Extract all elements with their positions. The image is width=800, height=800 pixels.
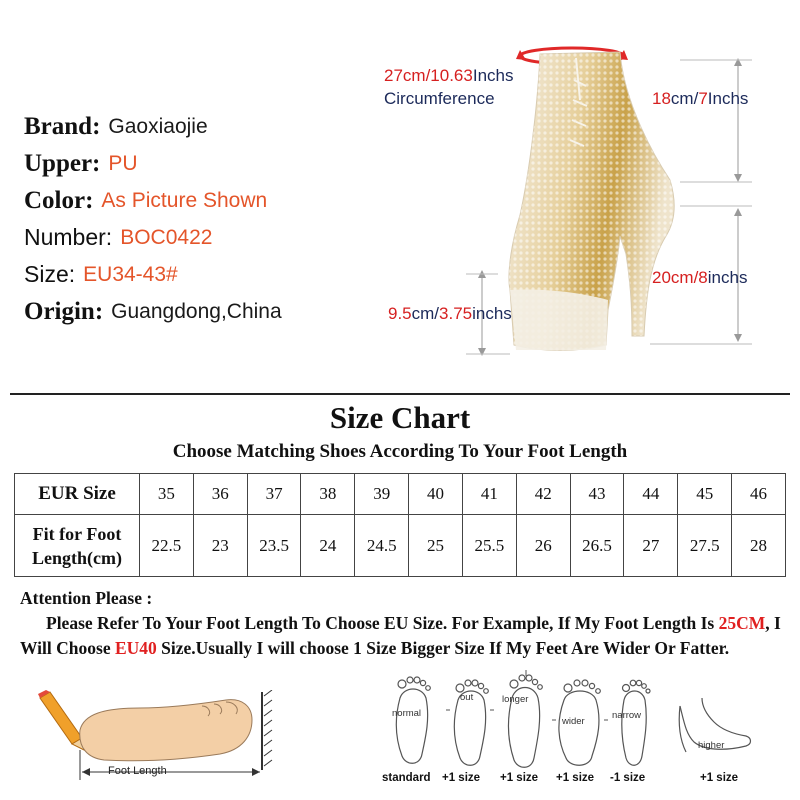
foot-type-size: +1 size xyxy=(700,772,739,784)
eur-size-cell: 43 xyxy=(570,474,624,515)
wall-icon xyxy=(262,690,272,770)
circumference-unit: Inchs xyxy=(472,66,514,85)
table-row xyxy=(15,474,786,515)
eur-size-cell: 39 xyxy=(355,474,409,515)
shaft-in-unit: Inchs xyxy=(707,89,749,108)
heel-in-unit: inchs xyxy=(707,268,748,287)
foot-length-cell: 22.5 xyxy=(140,515,194,577)
circumference-label: Circumference xyxy=(384,89,495,108)
product-specs xyxy=(24,108,369,330)
foot-length-cell: 27 xyxy=(624,515,678,577)
foot-type-size: +1 size xyxy=(556,772,595,784)
spec-value: As Picture Shown xyxy=(101,188,268,212)
spec-label: Upper: xyxy=(24,149,101,177)
spec-label: Brand: xyxy=(24,112,101,140)
spec-value: EU34-43# xyxy=(83,262,178,286)
shaft-in: 7 xyxy=(698,89,708,108)
spec-label: Origin: xyxy=(24,297,104,325)
platform-in: 3.75 xyxy=(439,304,473,323)
size-chart-title: Size Chart xyxy=(329,400,471,435)
spec-label: Size: xyxy=(24,261,76,287)
spec-row-color xyxy=(24,182,369,219)
spec-row-origin xyxy=(24,293,369,330)
attention-highlight-size: EU40 xyxy=(114,638,157,658)
foot-type-size: -1 size xyxy=(610,772,646,784)
eur-size-cell: 44 xyxy=(624,474,678,515)
shaft-cm-unit: cm/ xyxy=(670,89,699,108)
spec-row-upper xyxy=(24,145,369,182)
foot-length-header-line1: Fit for Foot xyxy=(32,523,122,544)
size-chart-subtitle: Choose Matching Shoes According To Your Foot Length xyxy=(172,441,628,462)
spec-value: Guangdong,China xyxy=(111,299,282,323)
eur-size-cell: 38 xyxy=(301,474,355,515)
foot-type-caption: wider xyxy=(562,716,585,727)
heel-in: 8 xyxy=(698,268,708,287)
heel-cm: 20cm/ xyxy=(652,268,699,287)
spec-row-size xyxy=(24,256,369,293)
attention-note xyxy=(20,586,790,661)
foot-type-caption: higher xyxy=(698,740,725,751)
attention-title: Attention Please : xyxy=(20,588,153,608)
foot-length-cell: 25 xyxy=(409,515,463,577)
eur-size-cell: 36 xyxy=(193,474,247,515)
shaft-cm: 18 xyxy=(652,89,671,108)
heel-height-measure xyxy=(652,268,747,288)
eur-size-cell: 40 xyxy=(409,474,463,515)
spec-value: PU xyxy=(108,151,138,175)
eur-size-cell: 35 xyxy=(140,474,194,515)
section-divider xyxy=(10,393,790,395)
foot-length-header xyxy=(15,515,140,577)
spec-label: Color: xyxy=(24,186,94,214)
foot-length-cell: 27.5 xyxy=(678,515,732,577)
foot-type-caption: out xyxy=(460,692,474,703)
attention-text-3: Size.Usually I will choose 1 Size Bigger Size If My Feet Are Wider Or Fatter. xyxy=(156,638,730,658)
eur-size-cell: 41 xyxy=(462,474,516,515)
platform-height-measure xyxy=(388,304,512,324)
attention-text-1: Please Refer To Your Foot Length To Choose EU Size. For Example, If My Foot Length Is xyxy=(46,613,719,633)
circumference-cm: 27cm/ xyxy=(384,66,431,85)
foot-type-caption: narrow xyxy=(612,710,642,721)
spec-label: Number: xyxy=(24,224,113,250)
foot-length-cell: 28 xyxy=(732,515,786,577)
foot-length-cell: 23.5 xyxy=(247,515,301,577)
circumference-measure xyxy=(384,66,513,86)
boot-illustration xyxy=(380,40,800,370)
size-chart-table xyxy=(14,473,786,577)
foot-type-caption: normal xyxy=(392,708,422,719)
foot-length-cell: 26 xyxy=(516,515,570,577)
foot-length-label: Foot Length xyxy=(108,765,167,777)
foot-icon xyxy=(380,670,800,770)
spec-value: Gaoxiaojie xyxy=(108,114,208,138)
foot-length-cell: 23 xyxy=(193,515,247,577)
foot-type-size: standard xyxy=(382,772,431,784)
eur-size-cell: 37 xyxy=(247,474,301,515)
attention-body xyxy=(20,611,790,661)
foot-length-cell: 26.5 xyxy=(570,515,624,577)
foot-type-size: +1 size xyxy=(442,772,481,784)
foot-length-cell: 25.5 xyxy=(462,515,516,577)
pencil-icon xyxy=(38,690,84,750)
foot-length-cell: 24 xyxy=(301,515,355,577)
attention-highlight-length: 25CM xyxy=(718,613,766,633)
eur-size-cell: 46 xyxy=(732,474,786,515)
shaft-height-measure xyxy=(652,89,748,109)
platform-cm: 9.5 xyxy=(388,304,412,323)
foot-type-size: +1 size xyxy=(500,772,539,784)
table-row xyxy=(15,515,786,577)
spec-row-number xyxy=(24,219,369,256)
foot-type-caption: longer xyxy=(502,694,529,705)
eur-size-cell: 45 xyxy=(678,474,732,515)
platform-cm-unit: cm/ xyxy=(411,304,440,323)
platform-in-unit: inchs xyxy=(472,304,512,323)
circumference-in: 10.63 xyxy=(430,66,473,85)
eur-size-header: EUR Size xyxy=(15,474,140,515)
eur-size-cell: 42 xyxy=(516,474,570,515)
spec-value: BOC0422 xyxy=(120,225,213,249)
foot-length-cell: 24.5 xyxy=(355,515,409,577)
spec-row-brand xyxy=(24,108,369,145)
attention-text-2: , I Will Choose xyxy=(20,613,781,658)
foot-length-header-line2: Length(cm) xyxy=(32,547,122,568)
